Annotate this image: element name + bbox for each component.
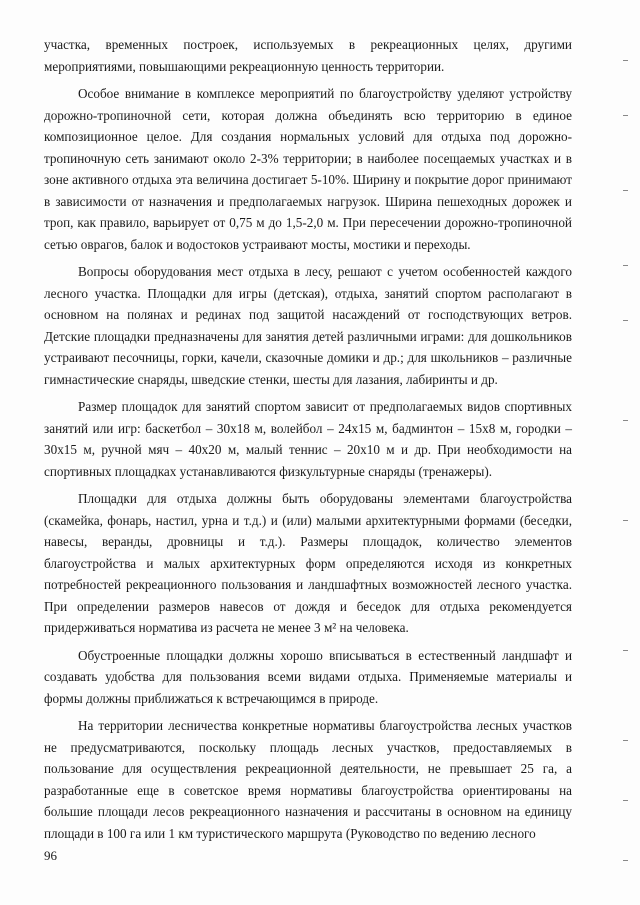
page-content xyxy=(44,34,572,850)
scan-mark xyxy=(623,650,628,651)
scan-mark xyxy=(623,320,628,321)
paragraph-road-network: Особое внимание в комплексе мероприятий по благоустройству уделяют устройству дорожно-тропиночной сети, которая должна объединять всю территорию в единое композиционное целое. Для создания нормальных условий для отдыха под дорожно-тропиночную сеть занимают около 2-3% территории; в наиболее посещаемых участках и в зоне активного отдыха эта величина достигает 5-10%. Ширину и покрытие дорог принимают в зависимости от назначения и предполагаемых нагрузок. Ширина пешеходных дорожек и троп, как правило, варьирует от 0,75 м до 1,5-2,0 м. При пересечении дорожно-тропиночной сетью оврагов, балок и водостоков устраивают мосты, мостики и переходы. xyxy=(44,86,572,252)
paragraph-norms: На территории лесничества конкретные нормативы благоустройства лесных участков не предусматриваются, поскольку площадь лесных участков, предоставляемых в пользование для осуществления рекреационной деятельности, не превышает 25 га, а разработанные еще в советское время нормативы благоустройства ориентированы на большие площади лесов рекреационного назначения и рассчитаны в основном на единицу площади в 100 га или 1 км туристического маршрута (Руководство по ведению лесного xyxy=(44,718,572,841)
scan-mark xyxy=(623,265,628,266)
paragraph-rest-areas: Вопросы оборудования мест отдыха в лесу, решают с учетом особенностей каждого лесного участка. Площадки для игры (детская), отдыха, занятий спортом располагают в основном на полянах и рединах под защитой насаждений от господствующих ветров. Детские площадки предназначены для занятия детей различными играми: для дошкольников устраивают песочницы, горки, качели, сказочные домики и др.; для школьников – различные гимнастические снаряды, шведские стенки, шесты для лазания, лабиринты и др. xyxy=(44,264,572,387)
scan-mark xyxy=(623,860,628,861)
scan-mark xyxy=(623,115,628,116)
scan-edge-marks xyxy=(618,20,628,890)
scan-mark xyxy=(623,800,628,801)
scan-mark xyxy=(623,190,628,191)
paragraph-continuation: участка, временных построек, используемых в рекреационных целях, другими мероприятиями, повышающими рекреационную ценность территории. xyxy=(44,37,572,74)
scan-mark xyxy=(623,60,628,61)
paragraph-landscape: Обустроенные площадки должны хорошо вписываться в естественный ландшафт и создавать удобства для пользования всеми видами отдыха. Применяемые материалы и формы должны приближаться к встречающимся в природе. xyxy=(44,647,572,706)
paragraph-sport-grounds: Размер площадок для занятий спортом зависит от предполагаемых видов спортивных занятий или игр: баскетбол – 30х18 м, волейбол – 24х15 м, бадминтон – 15х8 м, городки – 30х15 м, ручной мяч – 40х20 м, малый теннис – 20х10 м и др. При необходимости на спортивных площадках устанавливаются физкультурные снаряды (тренажеры). xyxy=(44,399,572,479)
scan-mark xyxy=(623,740,628,741)
scan-mark xyxy=(623,420,628,421)
page-number: 96 xyxy=(44,848,57,863)
paragraph-rest-grounds: Площадки для отдыха должны быть оборудованы элементами благоустройства (скамейка, фонарь, настил, урна и т.д.) и (или) малыми архитектурными формами (беседки, навесы, веранды, дровницы и т.д.). Размеры площадок, количество элементов благоустройства и малых архитектурных форм определяются исходя из конкретных потребностей рекреационного пользования и ландшафтных возможностей лесного участка. При определении размеров навесов от дождя и беседок для отдыха рекомендуется придерживаться норматива из расчета не менее 3 м² на человека. xyxy=(44,491,572,635)
scan-mark xyxy=(623,520,628,521)
